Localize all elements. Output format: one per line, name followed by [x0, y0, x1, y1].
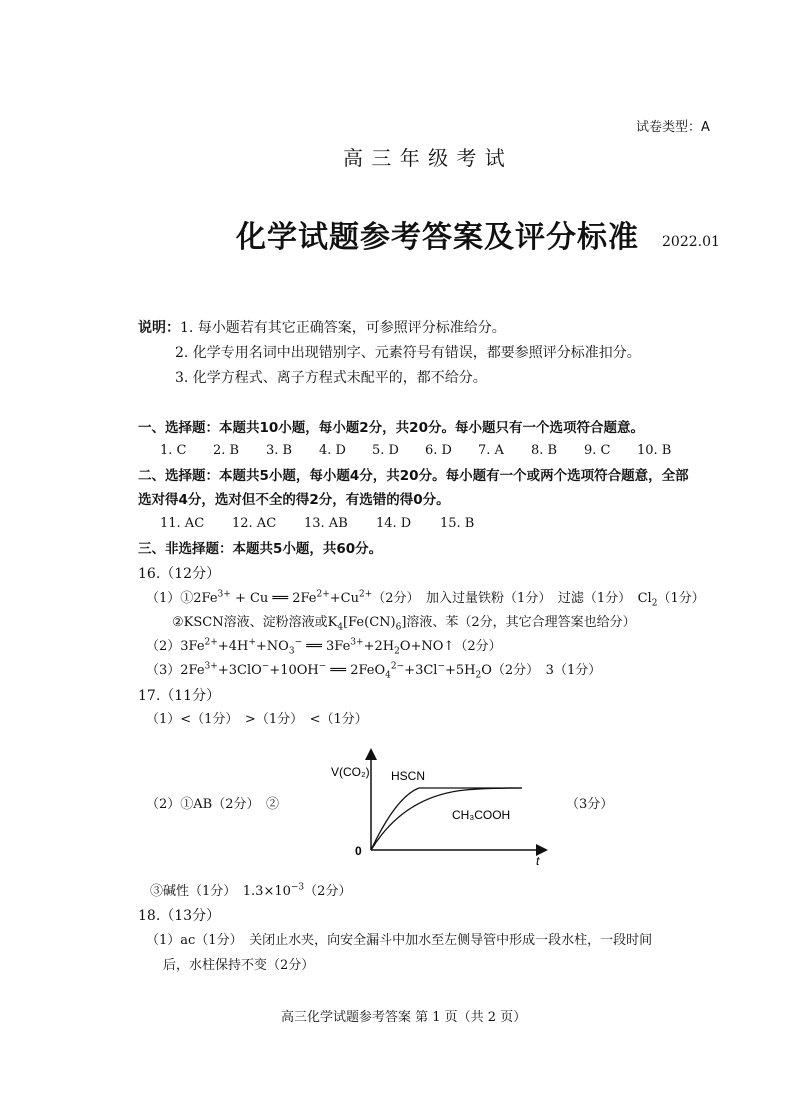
series-label-ch3cooh: CH₃COOH — [452, 808, 511, 822]
paper-type: 试卷类型：A — [636, 120, 710, 135]
text: +3Cl — [404, 663, 438, 678]
q17-line-1: （1）<（1分） >（1分） <（1分） — [146, 712, 368, 727]
section2-heading: 二、选择题：本题共5小题，每小题4分，共20分。每小题有一个或两个选项符合题意，全部 — [138, 468, 689, 484]
text: +3ClO — [217, 663, 262, 678]
answer: 3. B — [266, 443, 293, 458]
subscript: 3 — [288, 646, 295, 657]
answer: 8. B — [531, 443, 558, 458]
co2-volume-chart — [331, 748, 560, 870]
exam-date: 2022.01 — [662, 234, 720, 250]
text: ③碱性（1分） 1.3×10 — [150, 884, 291, 899]
answer: 9. C — [584, 443, 611, 458]
q18-line-1: （1）ac（1分） 关闭止水夹，向安全漏斗中加水至左侧导管中形成一段水柱，一段时间 — [146, 933, 653, 948]
q16-line-1 — [146, 589, 705, 609]
q16-line-4 — [146, 661, 601, 681]
text: +4H — [217, 639, 249, 654]
text: [Fe(CN) — [343, 615, 396, 630]
text: +10OH — [269, 663, 319, 678]
superscript: − — [294, 637, 303, 648]
text: ]溶液、苯（2分，其它合理答案也给分） — [401, 615, 636, 630]
y-axis-label: V(CO₂) — [331, 765, 370, 779]
q18-line-2: 后，水柱保持不变（2分） — [163, 958, 315, 973]
answer: 13. AB — [304, 516, 348, 531]
exam-name: 高 三 年 级 考 试 — [343, 146, 506, 170]
text: （1分） — [657, 591, 705, 606]
text: +Cu — [329, 591, 359, 606]
section1-answers — [160, 441, 671, 461]
notes-item: 2. 化学专用名词中出现错别字、元素符号有错误，都要参照评分标准扣分。 — [175, 345, 641, 361]
notes-item: 1. 每小题若有其它正确答案，可参照评分标准给分。 — [180, 320, 506, 336]
q17-line-2: （2）①AB（2分） ② — [146, 797, 279, 812]
superscript: 2+ — [204, 637, 218, 648]
answer: 4. D — [319, 443, 346, 458]
text: O（2分） 3（1分） — [481, 663, 602, 678]
section3-heading: 三、非选择题：本题共5小题，共60分。 — [138, 541, 383, 557]
x-axis-label: t — [536, 854, 540, 868]
superscript: 2− — [390, 661, 405, 672]
subscript: 2 — [475, 670, 482, 681]
subscript: 4 — [337, 622, 344, 633]
q16-line-2 — [172, 613, 636, 633]
q17-line-3 — [150, 882, 351, 902]
text: （2分） 加入过量铁粉（1分） 过滤（1分） Cl — [372, 591, 652, 606]
answer: 2. B — [213, 443, 240, 458]
text: +2H — [363, 639, 395, 654]
answer: 1. C — [160, 443, 187, 458]
answer: 6. D — [425, 443, 452, 458]
answer: 7. A — [478, 443, 504, 458]
superscript: 3+ — [217, 589, 231, 600]
text: ②KSCN溶液、淀粉溶液或K — [172, 615, 338, 630]
q16-label: 16.（12分） — [138, 566, 221, 582]
section1-heading: 一、选择题：本题共10小题，每小题2分，共20分。每小题只有一个选项符合题意。 — [138, 420, 644, 436]
text: O+NO↑（2分） — [399, 639, 502, 654]
superscript: 3+ — [350, 637, 364, 648]
q18-label: 18.（13分） — [138, 908, 221, 924]
page-footer: 高三化学试题参考答案 第 1 页（共 2 页） — [281, 1010, 527, 1025]
text: （3）2Fe — [146, 663, 205, 678]
text: +NO — [255, 639, 289, 654]
superscript: −3 — [290, 882, 305, 893]
subscript: 4 — [385, 670, 391, 681]
superscript: 3+ — [204, 661, 218, 672]
answer: 10. B — [637, 443, 672, 458]
q16-line-3 — [146, 637, 502, 657]
text: ══ 2FeO — [326, 663, 386, 678]
series-label-hscn: HSCN — [391, 769, 426, 783]
section2-answers — [160, 514, 474, 534]
subscript: 2 — [394, 646, 400, 657]
q17-label: 17.（11分） — [138, 688, 221, 704]
section2-heading-cont: 选对得4分，选对但不全的得2分，有选错的得0分。 — [138, 492, 450, 508]
superscript: + — [248, 637, 256, 648]
text: ══ 3Fe — [302, 639, 351, 654]
text: +5H — [445, 663, 476, 678]
text: （2分） — [304, 884, 352, 899]
notes-label: 说明： — [138, 320, 180, 336]
superscript: − — [437, 661, 445, 672]
text: （1）①2Fe — [146, 591, 218, 606]
text: （2）3Fe — [146, 639, 205, 654]
superscript: 2+ — [359, 589, 373, 600]
subscript: 2 — [651, 598, 658, 609]
text: + Cu ══ 2Fe — [230, 591, 317, 606]
origin-label: 0 — [355, 844, 362, 858]
subscript: 6 — [395, 622, 402, 633]
q17-points: （3分） — [566, 797, 614, 812]
answer: 15. B — [440, 516, 475, 531]
superscript: − — [318, 661, 327, 672]
notes-line-1 — [138, 318, 506, 338]
superscript: − — [261, 661, 270, 672]
answer: 11. AC — [160, 516, 205, 531]
answer: 14. D — [376, 516, 412, 531]
page-title: 化学试题参考答案及评分标准 — [236, 220, 639, 255]
notes-item: 3. 化学方程式、离子方程式未配平的，都不给分。 — [175, 370, 487, 386]
answer: 5. D — [372, 443, 399, 458]
superscript: 2+ — [316, 589, 330, 600]
answer: 12. AC — [232, 516, 277, 531]
